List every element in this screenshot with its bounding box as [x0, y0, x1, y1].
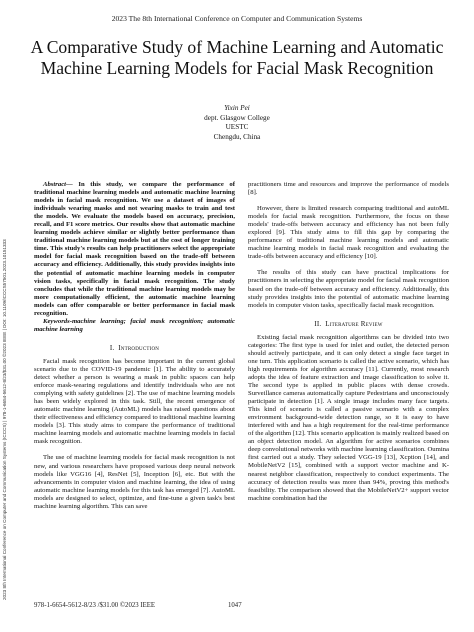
- intro-paragraph-continued: practitioners time and resources and improve the performance of models [8].: [248, 181, 449, 197]
- author-name: Yixin Pei: [224, 104, 250, 112]
- section-numeral: II.: [314, 319, 322, 328]
- section-title: Introduction: [118, 343, 160, 352]
- author-city: Chengdu, China: [213, 132, 261, 141]
- section-title: Literature Review: [325, 319, 383, 328]
- abstract: [34, 181, 235, 318]
- intro-paragraph: Facial mask recognition has become important in the current global scenario due to the COVID-19 pandemic [1]. The ability to accurately detect whether a person is wearing a mask in public spaces can help enforce mask-wearing regulations and identify individuals who are not complying with safety guidelines [2]. The use of machine learning models has been widely explored in this task. Still, the recent emergence of automatic machine learning (AutoML) models has raised questions about their effectiveness and efficiency compared to traditional machine learning models [3]. This study aims to compare the performance of traditional machine learning models and automatic machine learning models in facial mask recognition.: [34, 357, 235, 446]
- page-number: 1047: [228, 602, 242, 609]
- section-numeral: I.: [109, 343, 115, 352]
- intro-paragraph: The results of this study can have practical implications for practitioners in selecting the appropriate model for facial mask recognition based on the trade-off between accuracy and efficiency. Additionally, this study provides insights into the potential of automatic machine learning models in computer vision tasks, specifically facial mask recognition.: [248, 269, 449, 309]
- paper-title: A Comparative Study of Machine Learning and Automatic Machine Learning Models for Facial Mask Recognition: [30, 37, 444, 78]
- doi-side-text: 2023 8th International Conference on Computer and Communication Systems (ICCCS) | 978-1-6654-5612-8/23/$31.00 ©2023 IEEE | DOI: 10.1109/ICCCS57501.2023.10151333: [2, 239, 7, 600]
- left-column: [34, 181, 235, 511]
- literature-paragraph: Existing facial mask recognition algorithms can be divided into two categories: The first type is used for inlet and outlet, the detected person should actively participate, and it can only detect a single face target in one turn. This application scenario is called the active scenario, which has high requirements for algorithm accuracy [11]. Currently, most research adopts the idea of feature extraction and image classification to solve it. The second type is applied in public places with dense crowds. Surveillance cameras automatically capture Pedestrians and unconsciously participate in detection [1]. A single image includes many face targets. This kind of scenario is called a passive scenario with a complex environment background-wide detection range, so it is easy to have interfered with and has a high requirement for the real-time performance of the algorithm [12]. This scenario application is mainly realized based on an object detection model. An algorithm for active scenarios combines deep convolutional networks with machine learning classification. Oumina first carried out a study. They selected VGG-19 [13], Xcption [14], and MobileNetV2 [15], combined with a support vector machine and K-nearest neighbor classification, respectively to conduct experiments. The accuracy of detection results was more than 94%, proving this method's feasibility. The comparison showed that the MobileNetV2+ support vector machine combination had the: [248, 333, 449, 502]
- abstract-label: Abstract—: [43, 181, 73, 188]
- intro-paragraph: However, there is limited research comparing traditional and autoML models for facial mask recognition. Furthermore, the focus on these models' trade-offs between accuracy and efficiency has not been fully explored [9]. This study aims to fill this gap by comparing the performance of traditional machine learning models and automatic machine learning models in facial mask recognition and evaluating the trade-offs between accuracy and efficiency [10].: [248, 205, 449, 261]
- keywords: Keywords-machine learning; facial mask recognition; automatic machine learning: [34, 317, 235, 333]
- abstract-text: In this study, we compare the performance of traditional machine learning models and automatic machine learning models in facial mask recognition. We use a dataset of images of individuals wearing masks and not wearing masks to train and test the models. We evaluate the models based on accuracy, precision, recall, and F1 score metrics. Our results show that automatic machine learning models achieve similar or slightly better performance than traditional machine learning models but at the cost of longer training time. This study's results can help practitioners select the appropriate model for facial mask recognition based on the trade-off between accuracy and efficiency. Additionally, this study provides insights into the potential of automatic machine learning models in computer vision tasks, specifically in facial mask recognition. The study concludes that while the traditional machine learning models may be more computationally efficient, the automatic machine learning models can offer comparable or better performance in facial mask recognition.: [34, 181, 235, 317]
- conference-header: 2023 The 8th International Conference on Computer and Communication Systems: [111, 14, 363, 23]
- doi-side-strip: [2, 130, 12, 600]
- section-heading-introduction: [34, 344, 235, 352]
- intro-paragraph: The use of machine learning models for facial mask recognition is not new, and various researchers have proposed various deep neural network models like VGG16 [4], ResNet [5], Inception [6], etc. But with the advancements in computer vision and machine learning, the idea of using automatic machine learning models for this task has emerged [7]. AutoML models are designed to select, optimize, and fine-tune a given task's best machine learning algorithm. This can save: [34, 454, 235, 510]
- footer-isbn: 978-1-6654-5612-8/23 /$31.00 ©2023 IEEE: [34, 602, 156, 609]
- author-block: [0, 104, 474, 142]
- author-affiliation-dept: dept. Glasgow College: [204, 113, 270, 122]
- author-affiliation-inst: UESTC: [225, 123, 249, 132]
- right-column: [248, 181, 449, 503]
- section-heading-literature-review: [248, 320, 449, 328]
